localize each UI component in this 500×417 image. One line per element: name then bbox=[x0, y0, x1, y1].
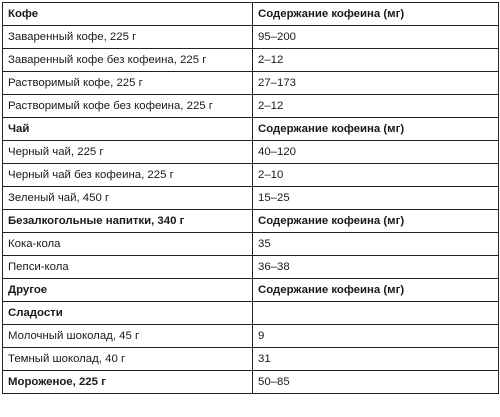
item-cell: Темный шоколад, 40 г bbox=[3, 348, 253, 371]
caffeine-value-cell: 40–120 bbox=[253, 141, 499, 164]
table-row bbox=[3, 371, 499, 394]
table-row bbox=[3, 49, 499, 72]
caffeine-value-cell: 2–12 bbox=[253, 95, 499, 118]
caffeine-value-cell: Содержание кофеина (мг) bbox=[253, 118, 499, 141]
caffeine-value-cell bbox=[253, 302, 499, 325]
table-row bbox=[3, 26, 499, 49]
caffeine-value-cell: Содержание кофеина (мг) bbox=[253, 3, 499, 26]
item-cell: Кофе bbox=[3, 3, 253, 26]
table-section-header-row bbox=[3, 118, 499, 141]
caffeine-value-cell: Содержание кофеина (мг) bbox=[253, 210, 499, 233]
caffeine-value-cell: 2–10 bbox=[253, 164, 499, 187]
caffeine-value-cell: 31 bbox=[253, 348, 499, 371]
item-cell: Растворимый кофе, 225 г bbox=[3, 72, 253, 95]
table-row bbox=[3, 72, 499, 95]
item-cell: Кока-кола bbox=[3, 233, 253, 256]
table-row bbox=[3, 325, 499, 348]
table-row bbox=[3, 141, 499, 164]
table-row bbox=[3, 348, 499, 371]
caffeine-table bbox=[2, 2, 499, 394]
caffeine-value-cell: 2–12 bbox=[253, 49, 499, 72]
caffeine-value-cell: Содержание кофеина (мг) bbox=[253, 279, 499, 302]
table-section-header-row bbox=[3, 279, 499, 302]
table-row bbox=[3, 187, 499, 210]
item-cell: Сладости bbox=[3, 302, 253, 325]
table-section-header-row bbox=[3, 302, 499, 325]
item-cell: Заваренный кофе без кофеина, 225 г bbox=[3, 49, 253, 72]
caffeine-value-cell: 9 bbox=[253, 325, 499, 348]
item-cell: Пепси-кола bbox=[3, 256, 253, 279]
caffeine-value-cell: 50–85 bbox=[253, 371, 499, 394]
table-section-header-row bbox=[3, 210, 499, 233]
item-cell: Растворимый кофе без кофеина, 225 г bbox=[3, 95, 253, 118]
item-cell: Зеленый чай, 450 г bbox=[3, 187, 253, 210]
caffeine-value-cell: 27–173 bbox=[253, 72, 499, 95]
item-cell: Чай bbox=[3, 118, 253, 141]
caffeine-value-cell: 35 bbox=[253, 233, 499, 256]
table-row bbox=[3, 233, 499, 256]
item-cell: Заваренный кофе, 225 г bbox=[3, 26, 253, 49]
item-cell: Мороженое, 225 г bbox=[3, 371, 253, 394]
table-row bbox=[3, 164, 499, 187]
item-cell: Безалкогольные напитки, 340 г bbox=[3, 210, 253, 233]
table-row bbox=[3, 256, 499, 279]
item-cell: Черный чай без кофеина, 225 г bbox=[3, 164, 253, 187]
table-section-header-row bbox=[3, 3, 499, 26]
caffeine-value-cell: 36–38 bbox=[253, 256, 499, 279]
caffeine-table-body bbox=[3, 3, 499, 394]
caffeine-value-cell: 95–200 bbox=[253, 26, 499, 49]
table-row bbox=[3, 95, 499, 118]
item-cell: Другое bbox=[3, 279, 253, 302]
caffeine-value-cell: 15–25 bbox=[253, 187, 499, 210]
item-cell: Молочный шоколад, 45 г bbox=[3, 325, 253, 348]
item-cell: Черный чай, 225 г bbox=[3, 141, 253, 164]
